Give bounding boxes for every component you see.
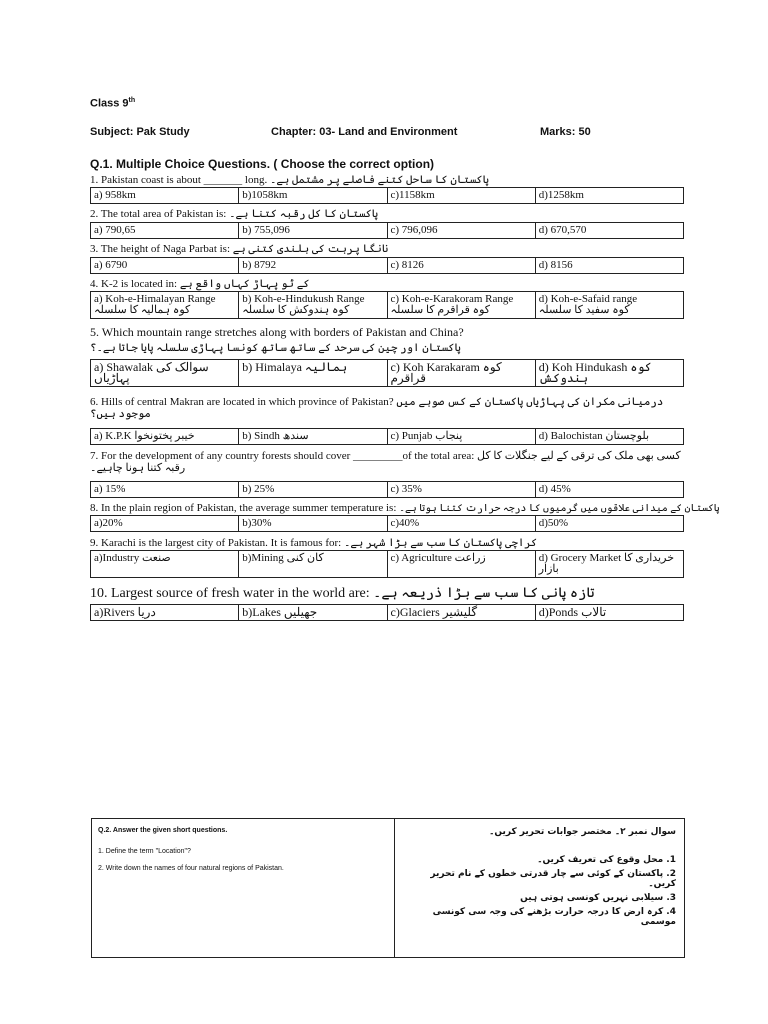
option-c[interactable]: c)Glaciers گلیشیر [387,605,535,621]
mcq-question-7: 7. For the development of any country forests should cover _________of the total area: کسی بھی ملک کی ترقی کے لیے جنگلات کا کل رقبہ کتنا ہونا چاہیے۔ [90,450,681,474]
mcq-question-3: 3. The height of Naga Parbat is: نانگا پربت کی بلندی کتنی ہے [90,243,389,255]
mcq-question-8: 8. In the plain region of Pakistan, the average summer temperature is: پاکستان کے میدانی علاقوں میں گرمیوں کا درجہ حرارت کتنا ہوتا ہے۔ [90,502,720,514]
class-label: Class 9th [90,97,136,110]
option-d[interactable]: d) 45% [535,482,683,498]
option-d[interactable]: d) Grocery Market خریداری کا بازار [535,551,683,578]
mcq-question-9: 9. Karachi is the largest city of Pakistan. It is famous for: کراچی پاکستان کا سب سے بڑا شہر ہے۔ [90,537,538,549]
option-b[interactable]: b)1058km [239,188,387,204]
mcq-question-10: 10. Largest source of fresh water in the world are: تازہ پانی کا سب سے بڑا ذریعہ ہے۔ [90,586,595,601]
q2-item-ur-4: 4. کرہ ارض کا درجہ حرارت بڑھنے کی وجہ سی کونسی موسمی [432,907,676,927]
chapter-label: Chapter: 03- Land and Environment [271,126,458,138]
option-c[interactable]: c) Koh-e-Karakoram Range کوہ قراقرم کا سلسلہ [387,292,535,319]
option-a[interactable]: a) 6790 [91,258,239,274]
option-d[interactable]: d)50% [535,516,683,532]
option-b[interactable]: b) 25% [239,482,387,498]
option-a[interactable]: a)20% [91,516,239,532]
mcq-question-1: 1. Pakistan coast is about _______ long. پاکستان کا ساحل کتنے فاصلے پر مشتمل ہے۔ [90,174,490,186]
q2-title-ur: سوال نمبر ۲۔ مختصر جوابات تحریر کریں۔ [489,827,676,837]
option-c[interactable]: c) 35% [387,482,535,498]
option-d[interactable]: d) Balochistan بلوچستان [535,429,683,445]
q2-item-ur-2: 2. پاکستان کے کوئی سے چار قدرتی خطوں کے نام تحریر کریں۔ [430,869,676,889]
mcq-question-4: 4. K-2 is located in: کے ٹو پہاڑ کہاں واقع ہے [90,278,310,290]
mcq-question-5-urdu: پاکستان اور چین کی سرحد کے ساتھ ساتھ کونسا پہاڑی سلسلہ پایا جاتا ہے۔؟ [90,342,461,354]
q2-title-en: Q.2. Answer the given short questions. [98,827,228,834]
option-c[interactable]: c) 8126 [387,258,535,274]
mcq-question-5: 5. Which mountain range stretches along with borders of Pakistan and China? [90,325,464,339]
mcq-question-6: 6. Hills of central Makran are located in which province of Pakistan? درمیانی مکران کی پہاڑیاں پاکستان کے کس صوبے میں موجود ہیں؟ [90,396,664,420]
mcq-options-2 [90,222,684,239]
option-c[interactable]: c) Punjab پنجاب [387,429,535,445]
option-a[interactable]: a) Koh-e-Himalayan Range کوہ ہمالیہ کا سلسلہ [91,292,239,319]
option-a[interactable]: a) Shawalak سوالک کی پہاڑیاں [91,360,239,387]
marks-label: Marks: 50 [540,126,591,138]
q1-title: Q.1. Multiple Choice Questions. ( Choose the correct option) [90,157,435,171]
subject-label: Subject: Pak Study [90,126,190,138]
short-questions-english [92,819,395,957]
option-c[interactable]: c) 796,096 [387,223,535,239]
option-b[interactable]: b)Mining کان کنی [239,551,387,578]
option-b[interactable]: b)30% [239,516,387,532]
q2-item-en-1: 1. Define the term "Location"? [98,848,191,855]
option-d[interactable]: d) 8156 [535,258,683,274]
option-b[interactable]: b) Koh-e-Hindukush Range کوہ ہندوکش کا سلسلہ [239,292,387,319]
option-a[interactable]: a) 958km [91,188,239,204]
option-c[interactable]: c)1158km [387,188,535,204]
option-a[interactable]: a) 790,65 [91,223,239,239]
option-a[interactable]: a) K.P.K خیبر پختونخوا [91,429,239,445]
option-b[interactable]: b) Himalaya ہمالیہ [239,360,387,387]
option-d[interactable]: d) Koh Hindukash کوہ ہندوکش [535,360,683,387]
option-c[interactable]: c)40% [387,516,535,532]
mcq-options-3 [90,257,684,274]
mcq-options-5 [90,359,684,387]
option-d[interactable]: d)1258km [535,188,683,204]
mcq-options-1 [90,187,684,204]
q2-item-en-2: 2. Write down the names of four natural regions of Pakistan. [98,865,284,872]
option-d[interactable]: d)Ponds تالاب [535,605,683,621]
option-a[interactable]: a) 15% [91,482,239,498]
option-b[interactable]: b) 8792 [239,258,387,274]
short-questions-urdu [395,819,684,957]
short-questions-box [91,818,685,958]
option-b[interactable]: b)Lakes جھیلیں [239,605,387,621]
mcq-options-6 [90,428,684,445]
option-d[interactable]: d) Koh-e-Safaid range کوہ سفید کا سلسلہ [535,292,683,319]
option-a[interactable]: a)Industry صنعت [91,551,239,578]
option-c[interactable]: c) Agriculture زراعت [387,551,535,578]
option-a[interactable]: a)Rivers دریا [91,605,239,621]
mcq-options-9 [90,550,684,578]
q2-item-ur-3: 3. سیلابی نہریں کونسی ہوتی ہیں [520,893,676,903]
mcq-options-7 [90,481,684,498]
option-d[interactable]: d) 670,570 [535,223,683,239]
option-c[interactable]: c) Koh Karakaram کوہ قراقرم [387,360,535,387]
q2-item-ur-1: 1. محل وقوع کی تعریف کریں۔ [537,855,676,865]
mcq-options-8 [90,515,684,532]
mcq-options-10 [90,604,684,621]
option-b[interactable]: b) 755,096 [239,223,387,239]
mcq-question-2: 2. The total area of Pakistan is: پاکستان کا کل رقبہ کتنا ہے۔ [90,208,379,220]
mcq-options-4 [90,291,684,319]
option-b[interactable]: b) Sindh سندھ [239,429,387,445]
